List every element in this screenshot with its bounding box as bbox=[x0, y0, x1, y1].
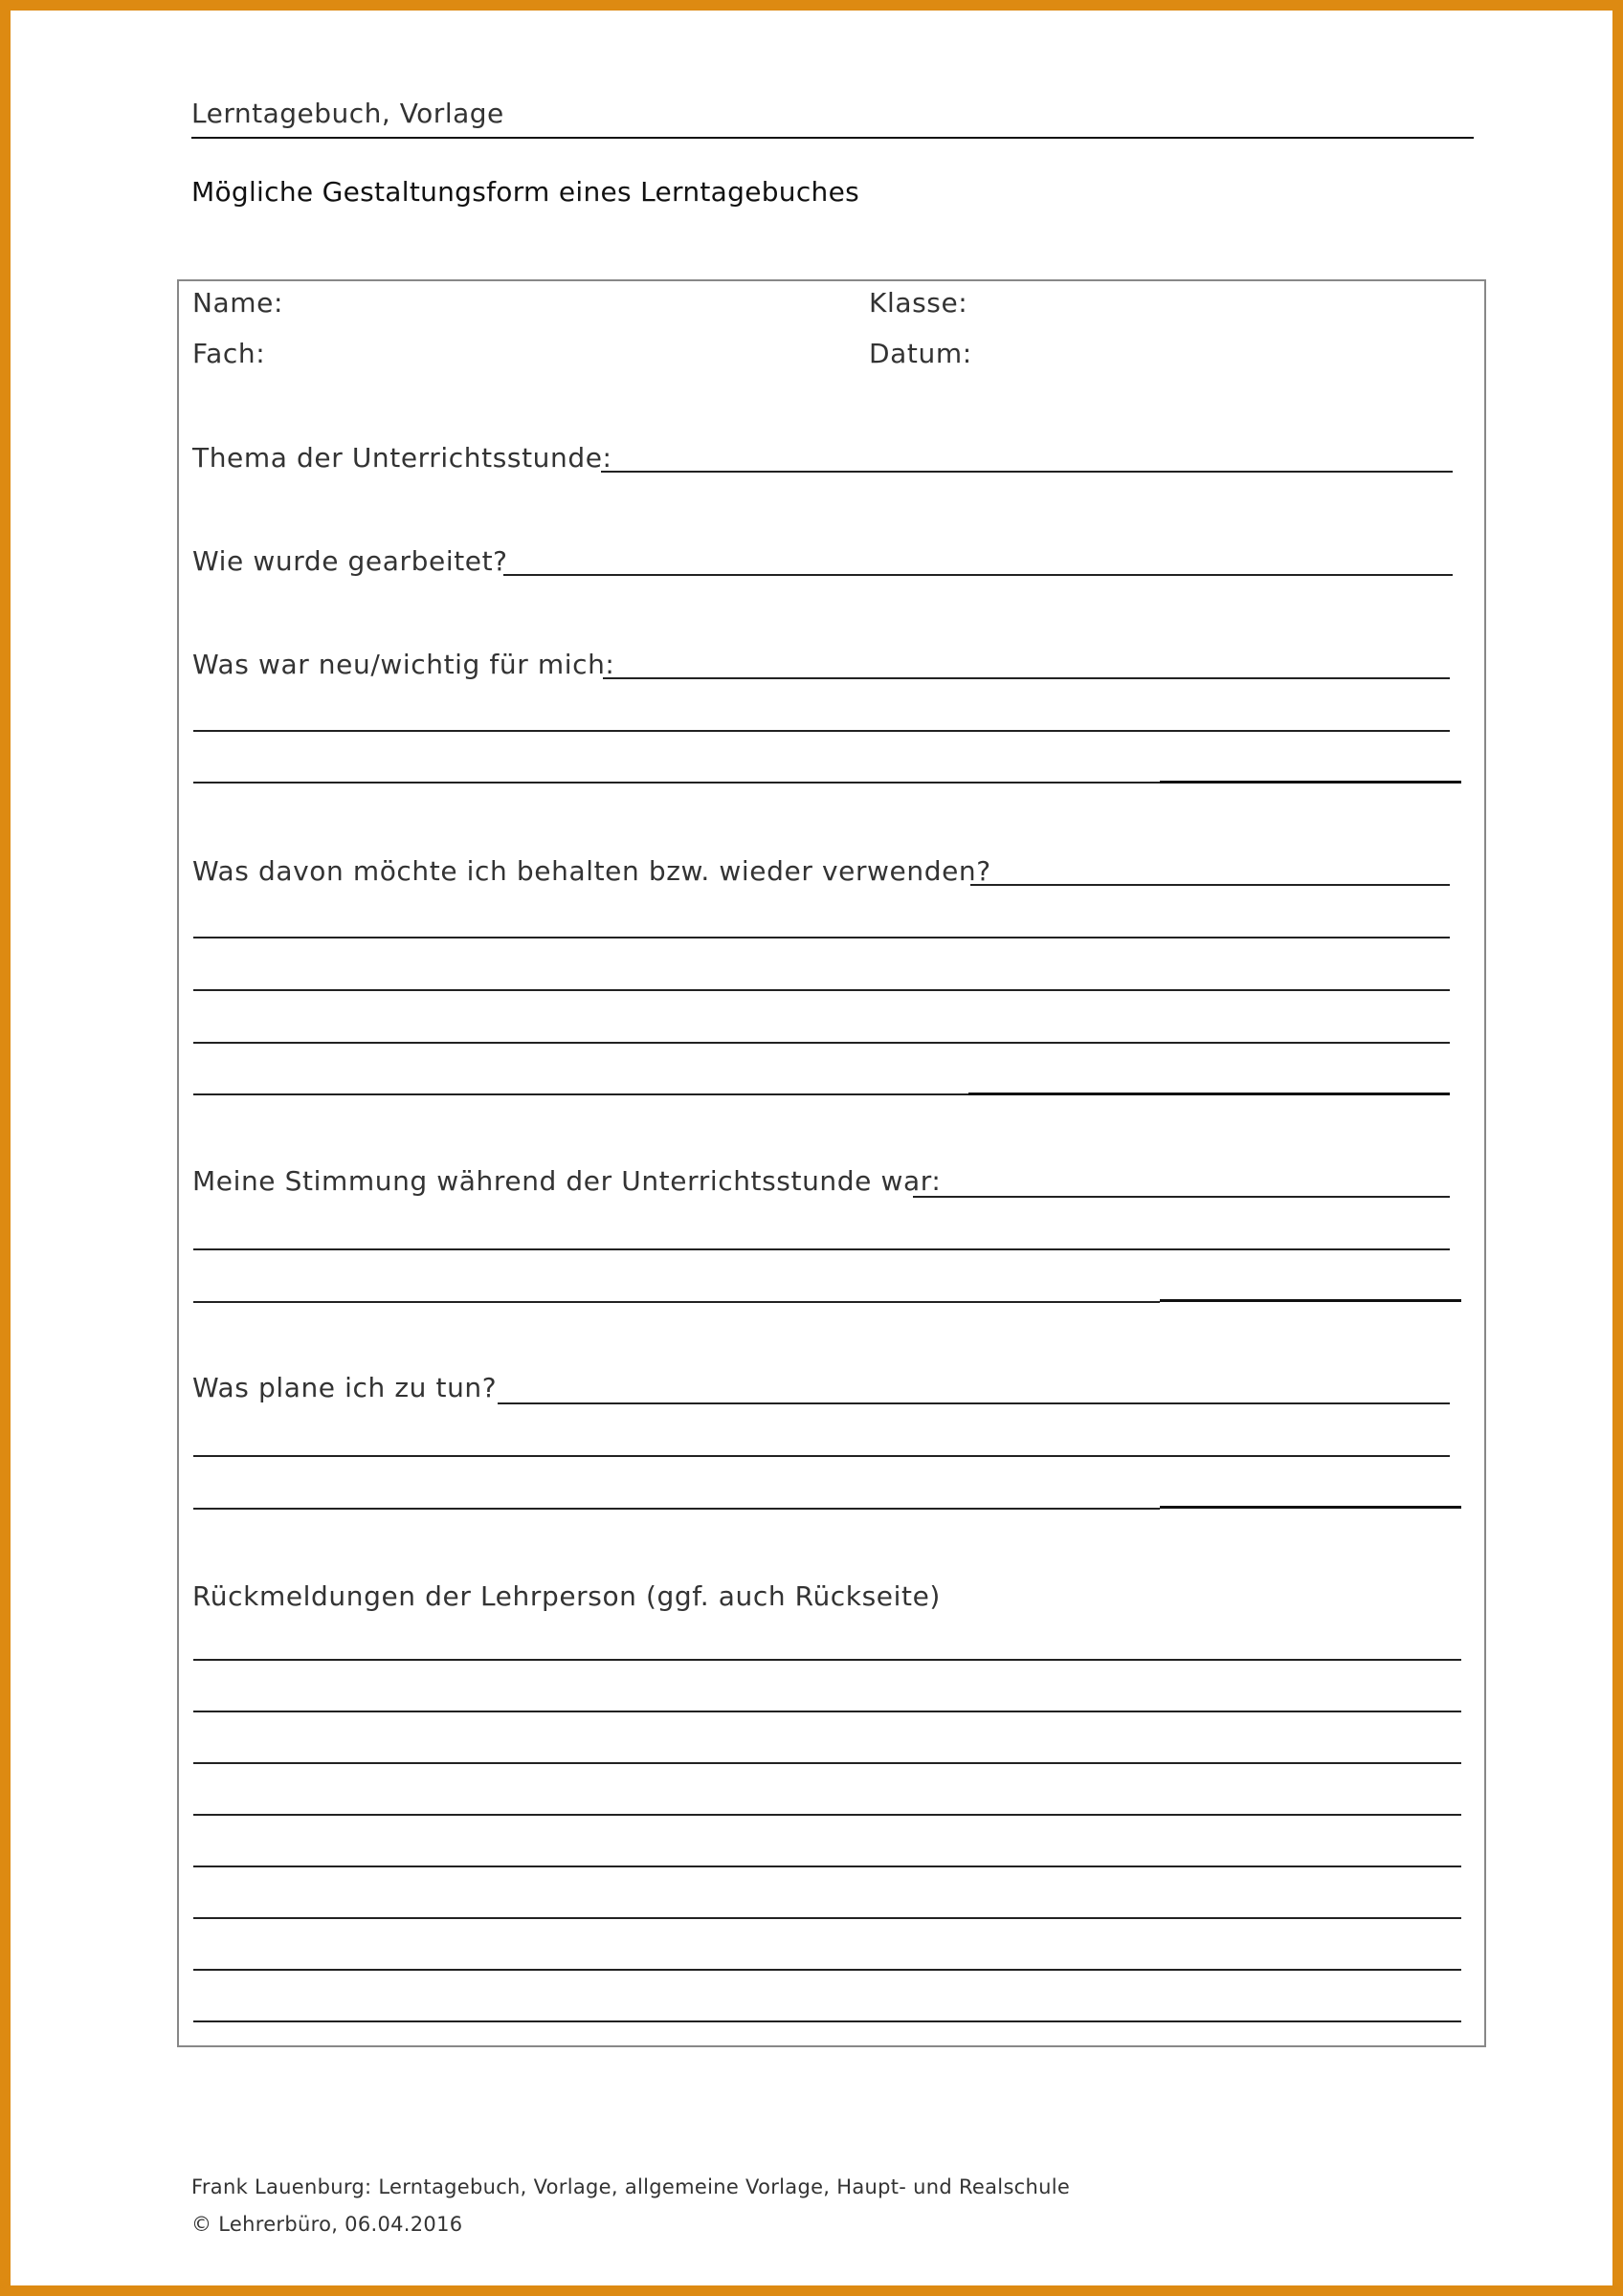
thema-answer-line[interactable] bbox=[601, 471, 1453, 473]
behalten-answer-line[interactable] bbox=[970, 884, 1450, 886]
stimmung-answer-line[interactable] bbox=[193, 1301, 1160, 1303]
neu-answer-line[interactable] bbox=[193, 730, 1450, 732]
behalten-answer-line[interactable] bbox=[193, 937, 1450, 938]
rueckmeldung-answer-line[interactable] bbox=[193, 1762, 1461, 1764]
neu-answer-line[interactable] bbox=[603, 677, 1450, 679]
neu-answer-line bbox=[1160, 781, 1461, 784]
rueckmeldung-answer-line[interactable] bbox=[193, 1866, 1461, 1867]
plane-answer-line bbox=[1160, 1506, 1461, 1509]
behalten-label: Was davon möchte ich behalten bzw. wieder verwenden? bbox=[192, 855, 991, 887]
rueckmeldung-answer-line[interactable] bbox=[193, 1711, 1461, 1712]
rueckmeldung-answer-line[interactable] bbox=[193, 1917, 1461, 1919]
plane-answer-line[interactable] bbox=[193, 1508, 1160, 1510]
thema-label: Thema der Unterrichtsstunde: bbox=[192, 442, 612, 474]
fach-label: Fach: bbox=[192, 338, 266, 369]
plane-answer-line[interactable] bbox=[498, 1402, 1450, 1404]
wie-label: Wie wurde gearbeitet? bbox=[192, 545, 508, 577]
rueckmeldung-answer-line[interactable] bbox=[193, 1969, 1461, 1971]
rueckmeldung-answer-line[interactable] bbox=[193, 2020, 1461, 2022]
behalten-answer-line[interactable] bbox=[193, 1093, 968, 1095]
name-label: Name: bbox=[192, 287, 284, 319]
klasse-label: Klasse: bbox=[869, 287, 968, 319]
neu-label: Was war neu/wichtig für mich: bbox=[192, 649, 615, 680]
neu-answer-line[interactable] bbox=[193, 782, 1160, 784]
document-header: Lerntagebuch, Vorlage bbox=[191, 98, 504, 129]
rueckmeldung-answer-line[interactable] bbox=[193, 1659, 1461, 1661]
behalten-answer-line[interactable] bbox=[193, 1042, 1450, 1044]
stimmung-answer-line[interactable] bbox=[913, 1196, 1450, 1198]
wie-answer-line[interactable] bbox=[503, 574, 1453, 576]
footer-credit: Frank Lauenburg: Lerntagebuch, Vorlage, allgemeine Vorlage, Haupt- und Realschule bbox=[191, 2175, 1071, 2198]
page-title: Mögliche Gestaltungsform eines Lerntagebuches bbox=[191, 176, 860, 208]
header-divider bbox=[191, 137, 1474, 139]
stimmung-label: Meine Stimmung während der Unterrichtsstunde war: bbox=[192, 1165, 942, 1197]
rueckmeldung-label: Rückmeldungen der Lehrperson (ggf. auch Rückseite) bbox=[192, 1580, 941, 1612]
footer-copyright: © Lehrerbüro, 06.04.2016 bbox=[191, 2213, 463, 2236]
stimmung-answer-line bbox=[1160, 1299, 1461, 1302]
behalten-answer-line bbox=[968, 1093, 1450, 1095]
behalten-answer-line[interactable] bbox=[193, 989, 1450, 991]
datum-label: Datum: bbox=[869, 338, 972, 369]
stimmung-answer-line[interactable] bbox=[193, 1248, 1450, 1250]
plane-label: Was plane ich zu tun? bbox=[192, 1372, 498, 1403]
rueckmeldung-answer-line[interactable] bbox=[193, 1814, 1461, 1816]
plane-answer-line[interactable] bbox=[193, 1455, 1450, 1457]
